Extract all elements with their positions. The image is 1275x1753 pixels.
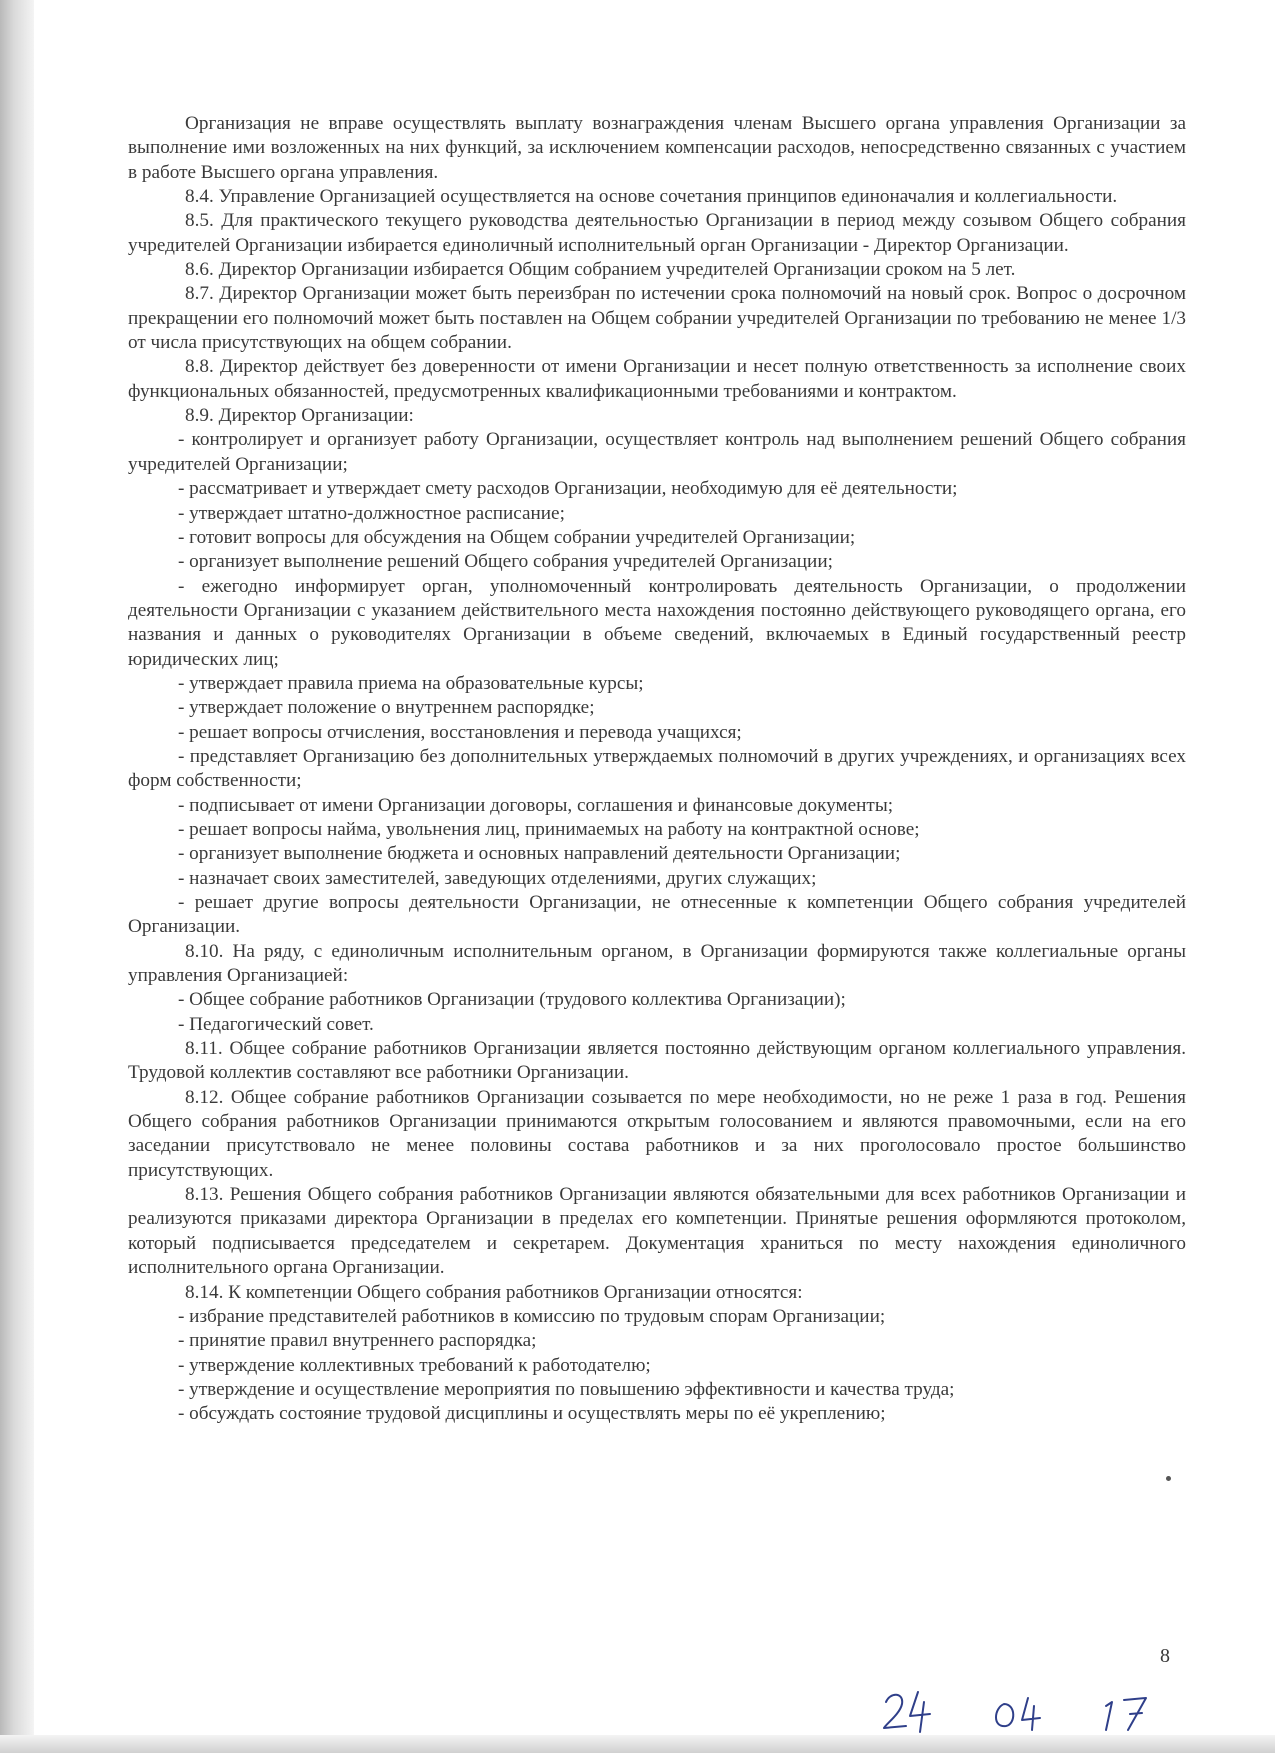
list-item: - утверждает правила приема на образовательные курсы; [178,672,644,694]
list-item: - организует выполнение решений Общего собрания учредителей Организации; [178,551,833,573]
handwritten-date [880,1680,1170,1740]
list-item: - утверждает штатно-должностное расписание; [178,502,565,524]
list-item: - ежегодно информирует орган, уполномоченный контролировать деятельность Организации, о продолжении деятельности Организации с указанием действительного места нахождения постоянно действующего руководящего органа, его названия и данных о руководителях Организации в объеме сведений, включаемых в Единый государственный реестр юридических лиц; [128,575,1186,670]
list-item: - назначает своих заместителей, заведующих отделениями, других служащих; [178,867,817,889]
paragraph-8-5: 8.5. Для практического текущего руководства деятельностью Организации в период между созывом Общего собрания учредителей Организации избирается единоличный исполнительный орган Организации - Директор Организации. [128,210,1186,256]
scan-edge-shadow [0,0,34,1753]
paragraph-8-10: 8.10. На ряду, с единоличным исполнительным органом, в Организации формируются также коллегиальные органы управления Организацией: [128,940,1186,987]
list-item: - Общее собрание работников Организации (трудового коллектива Организации); [178,989,846,1011]
paragraph-8-7: 8.7. Директор Организации может быть переизбран по истечении срока полномочий на новый срок. Вопрос о досрочном прекращении его полномочий может быть поставлен на Общем собрании учредителей Организации по требованию не менее 1/3 от числа присутствующих на общем собрании. [128,283,1186,354]
list-item: - решает другие вопросы деятельности Организации, не отнесенные к компетенции Общего собрания учредителей Организации. [128,892,1186,938]
list-item: - подписывает от имени Организации договоры, соглашения и финансовые документы; [178,794,894,816]
list-item: - Педагогический совет. [178,1013,374,1035]
list-item: - принятие правил внутреннего распорядка; [178,1330,537,1352]
list-item: - представляет Организацию без дополнительных утверждаемых полномочий в других учреждениях, и организациях всех форм собственности; [128,745,1186,792]
list-item: - утверждение и осуществление мероприятия по повышению эффективности и качества труда; [178,1378,955,1400]
list-item: - рассматривает и утверждает смету расходов Организации, необходимую для её деятельности; [178,478,958,500]
list-item: - контролирует и организует работу Организации, осуществляет контроль над выполнением решений Общего собрания учредителей Организации; [128,429,1186,475]
list-item: - утверждает положение о внутреннем распорядке; [178,697,595,719]
paragraph-8-6: 8.6. Директор Организации избирается Общим собранием учредителей Организации сроком на 5 лет. [185,259,1016,281]
paragraph-8-11: 8.11. Общее собрание работников Организации является постоянно действующим органом коллегиального управления. Трудовой коллектив составляют все работники Организации. [128,1038,1186,1084]
list-item: - утверждение коллективных требований к работодателю; [178,1354,651,1376]
paragraph-8-14: 8.14. К компетенции Общего собрания работников Организации относятся: [185,1281,803,1303]
list-item: - организует выполнение бюджета и основных направлений деятельности Организации; [178,843,901,865]
paragraph-8-13: 8.13. Решения Общего собрания работников Организации являются обязательными для всех работников Организации и реализуются приказами директора Организации в пределах его компетенции. Принятые решения оформляются протоколом, который подписывается председателем и секретарем. Документация храниться по месту нахождения единоличного исполнительного органа Организации. [128,1184,1186,1279]
list-item: - готовит вопросы для обсуждения на Общем собрании учредителей Организации; [178,526,856,548]
paragraph-8-8: 8.8. Директор действует без доверенности от имени Организации и несет полную ответственность за исполнение своих функциональных обязанностей, предусмотренных квалификационными требованиями и контрактом. [128,356,1186,402]
paragraph-8-12: 8.12. Общее собрание работников Организации созывается по мере необходимости, но не реже 1 раза в год. Решения Общего собрания работников Организации принимаются открытым голосованием и являются правомочными, если на его заседании присутствовало не менее половины состава работников и за них проголосовало простое большинство присутствующих. [128,1086,1186,1181]
document-body [128,112,1186,1427]
scan-speck [1166,1476,1171,1481]
list-item: - решает вопросы найма, увольнения лиц, принимаемых на работу на контрактной основе; [178,818,920,840]
page-number: 8 [1160,1645,1170,1667]
paragraph-8-4: 8.4. Управление Организацией осуществляется на основе сочетания принципов единоначалия и коллегиальности. [185,186,1118,208]
list-item: - решает вопросы отчисления, восстановления и перевода учащихся; [178,721,742,743]
list-item: - обсуждать состояние трудовой дисциплины и осуществлять меры по её укреплению; [178,1403,886,1425]
paragraph-8-9: 8.9. Директор Организации: [185,405,414,427]
paragraph: Организация не вправе осуществлять выплату вознаграждения членам Высшего органа управления Организации за выполнение ими возложенных на них функций, за исключением компенсации расходов, непосредственно связанных с участием в работе Высшего органа управления. [128,113,1186,183]
list-item: - избрание представителей работников в комиссию по трудовым спорам Организации; [178,1305,886,1327]
